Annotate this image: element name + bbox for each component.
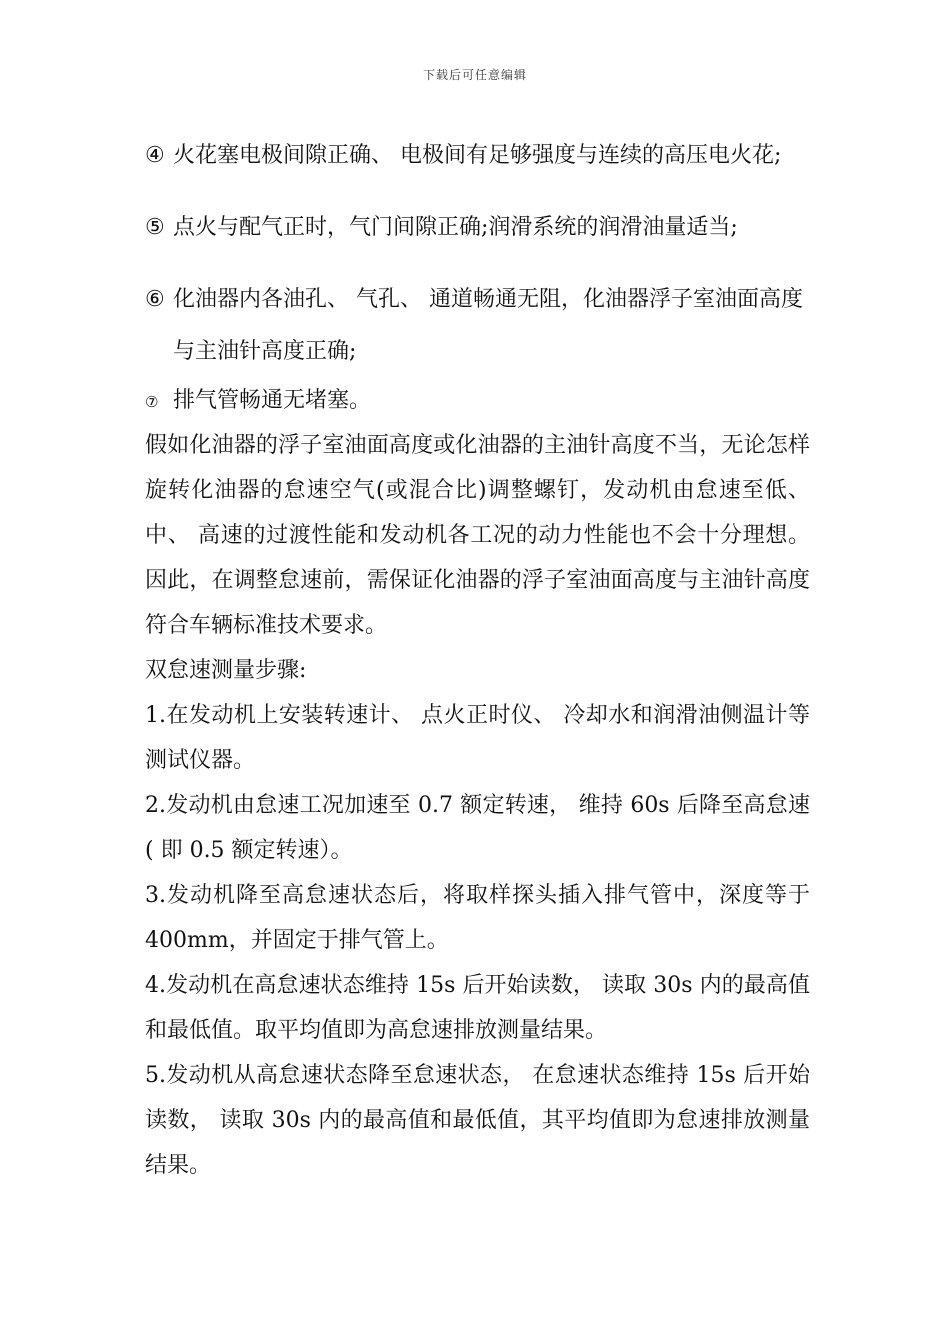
list-item [145, 378, 810, 423]
item-number: ⑤ [145, 215, 165, 240]
item-text: 化油器内各油孔、 气孔、 通道畅通无阻，化油器浮子室油面高度与主油针高度正确; [173, 287, 803, 364]
item-number: ⑥ [145, 287, 165, 312]
page-header: 下载后可任意编辑 [422, 68, 527, 82]
step-item: 3.发动机降至高怠速状态后，将取样探头插入排气管中，深度等于 400mm，并固定于排气管上。 [145, 883, 810, 953]
list-item [145, 130, 810, 182]
item-number: ⑦ [145, 393, 159, 411]
step-item: 2.发动机由怠速工况加速至 0.7 额定转速， 维持 60s 后降至高怠速( 即 0.5 额定转速）。 [145, 793, 810, 863]
item-text: 火花塞电极间隙正确、 电极间有足够强度与连续的高压电火花; [173, 143, 782, 168]
list-item [145, 274, 810, 378]
item-number: ④ [145, 143, 165, 168]
list-item [145, 202, 810, 254]
item-text: 排气管畅通无堵塞。 [173, 388, 372, 413]
item-text: 点火与配气正时，气门间隙正确;润滑系统的润滑油量适当; [173, 215, 738, 240]
step-item: 4.发动机在高怠速状态维持 15s 后开始读数， 读取 30s 内的最高值和最低值。取平均值即为高怠速排放测量结果。 [145, 973, 810, 1043]
document-body [145, 130, 810, 1188]
step-item: 1.在发动机上安装转速计、 点火正时仪、 冷却水和润滑油侧温计等测试仪器。 [145, 703, 810, 773]
step-item: 5.发动机从高怠速状态降至怠速状态， 在怠速状态维持 15s 后开始读数， 读取 30s 内的最高值和最低值，其平均值即为怠速排放测量结果。 [145, 1063, 810, 1178]
steps-title: 双怠速测量步骤: [145, 658, 307, 683]
body-paragraph: 假如化油器的浮子室油面高度或化油器的主油针高度不当，无论怎样旋转化油器的怠速空气(或混合比)调整螺钉，发动机由怠速至低、 中、 高速的过渡性能和发动机各工况的动力性能也不会十分理想。因此，在调整怠速前，需保证化油器的浮子室油面高度与主油针高度符合车辆标准技术要求。 [145, 433, 810, 638]
